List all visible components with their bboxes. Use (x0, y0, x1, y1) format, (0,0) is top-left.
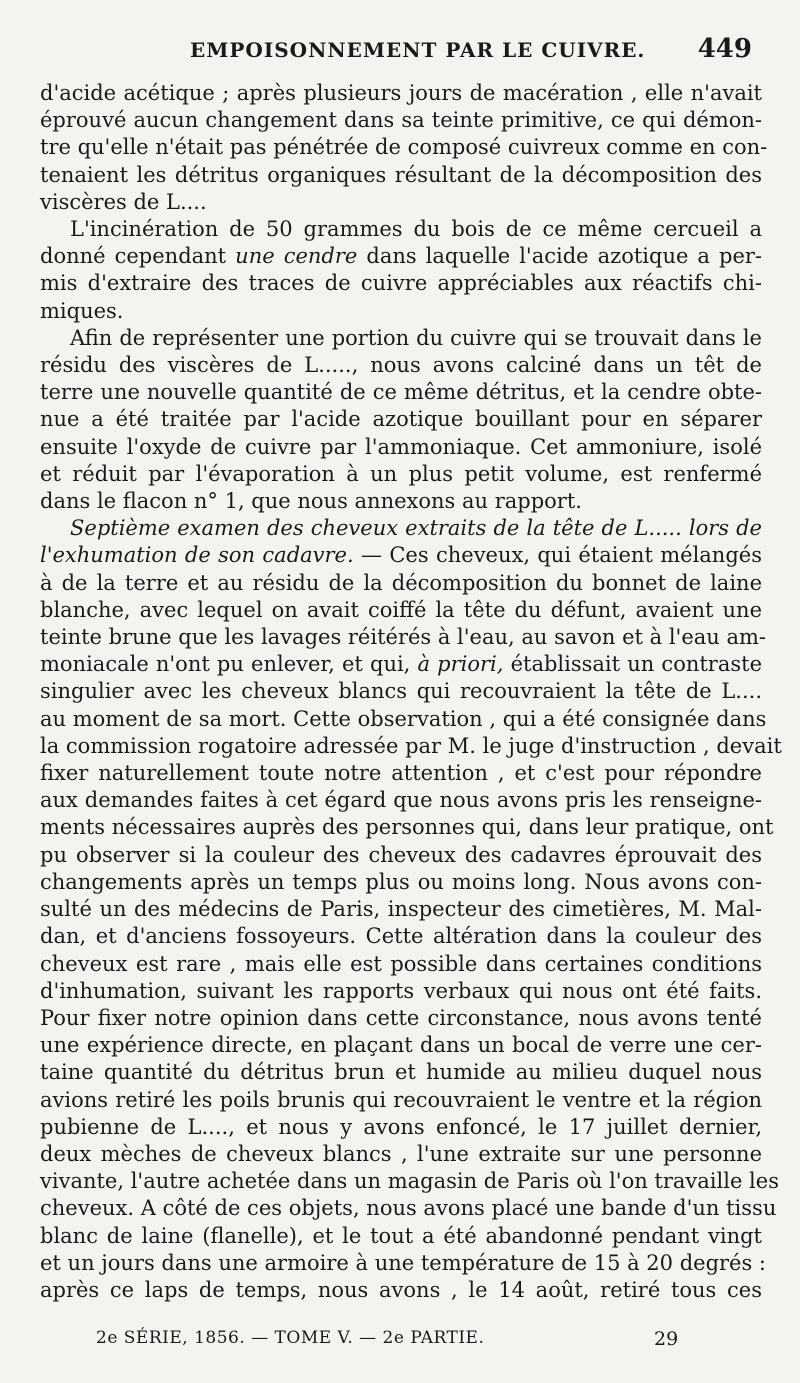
text-line: L'incinération de 50 grammes du bois de ce même cercueil a (70, 217, 762, 242)
page-number: 449 (697, 34, 752, 64)
text-line: ments nécessaires auprès des personnes qui, dans leur pratique, ont (40, 815, 774, 840)
text-line: blanc de laine (flanelle), et le tout a été abandonné pendant vingt (40, 1223, 762, 1248)
text-line: Pour fixer notre opinion dans cette circonstance, nous avons tenté (40, 1005, 762, 1030)
text-line: après ce laps de temps, nous avons , le 14 août, retiré tous ces (40, 1277, 762, 1302)
sheet-number: 29 (654, 1328, 679, 1350)
text-line: changements après un temps plus ou moins long. Nous avons con- (40, 869, 762, 894)
text-line: une expérience directe, en plaçant dans un bocal de verre une cer- (40, 1033, 762, 1058)
text-line: vivante, l'autre achetée dans un magasin de Paris où l'on travaille les (40, 1169, 779, 1194)
text-line: taine quantité du détritus brun et humide au milieu duquel nous (40, 1060, 762, 1085)
running-head: EMPOISONNEMENT PAR LE CUIVRE. (190, 38, 646, 62)
text-run: établissait un contraste (503, 652, 762, 677)
text-line: à de la terre et au résidu de la décomposition du bonnet de laine (40, 570, 762, 595)
text-line: viscères de L.... (40, 189, 207, 214)
text-run: — Ces cheveux, qui étaient mélangés (353, 543, 762, 568)
text-line: cheveux. A côté de ces objets, nous avons placé une bande d'un tissu (40, 1196, 777, 1221)
text-line: tenaient les détritus organiques résultant de la décomposition des (40, 162, 762, 187)
text-line: la commission rogatoire adressée par M. le juge d'instruction , devait (40, 733, 782, 758)
text-line: tre qu'elle n'était pas pénétrée de composé cuivreux comme en con- (40, 135, 768, 160)
italic-term: une cendre (235, 244, 358, 269)
text-line: miques. (40, 298, 124, 323)
text-line: sulté un des médecins de Paris, inspecteur des cimetières, M. Mal- (40, 897, 762, 922)
text-line: éprouvé aucun changement dans sa teinte primitive, ce qui démon- (40, 108, 762, 133)
italic-term: à priori, (417, 652, 504, 677)
text-line: blanche, avec lequel on avait coiffé la tête du défunt, avaient une (40, 597, 762, 622)
text-line: fixer naturellement toute notre attention , et c'est pour répondre (40, 761, 762, 786)
text-line: terre une nouvelle quantité de ce même détritus, et la cendre obte- (40, 380, 762, 405)
text-line: résidu des viscères de L....., nous avons calciné dans un têt de (40, 353, 762, 378)
text-line: d'inhumation, suivant les rapports verbaux qui nous ont été faits. (40, 978, 762, 1003)
body-text (40, 80, 782, 1304)
text-line: pu observer si la couleur des cheveux des cadavres éprouvait des (40, 842, 762, 867)
text-line: et un jours dans une armoire à une température de 15 à 20 degrés : (40, 1250, 767, 1275)
text-line: nue a été traitée par l'acide azotique bouillant pour en séparer (40, 407, 762, 432)
text-line: teinte brune que les lavages réitérés à l'eau, au savon et à l'eau am- (40, 625, 766, 650)
text-run: moniacale n'ont pu enlever, et qui, (40, 652, 418, 677)
text-run: donné cependant (40, 244, 236, 269)
text-line: Afin de représenter une portion du cuivre qui se trouvait dans le (70, 325, 762, 350)
text-line-mixed (40, 651, 762, 678)
text-line: dan, et d'anciens fossoyeurs. Cette altération dans la couleur des (40, 924, 762, 949)
text-line: aux demandes faites à cet égard que nous avons pris les renseigne- (40, 788, 762, 813)
text-run: dans laquelle l'acide azotique a per- (357, 244, 763, 269)
text-line: au moment de sa mort. Cette observation , qui a été consignée dans (40, 706, 767, 731)
text-line: ensuite l'oxyde de cuivre par l'ammoniaque. Cet ammoniure, isolé (40, 434, 762, 459)
text-line: d'acide acétique ; après plusieurs jours de macération , elle n'avait (40, 81, 762, 105)
text-line-mixed (40, 542, 762, 569)
text-line: mis d'extraire des traces de cuivre appréciables aux réactifs chi- (40, 271, 762, 296)
text-line: avions retiré les poils brunis qui recouvraient le ventre et la région (40, 1087, 762, 1112)
text-line: cheveux est rare , mais elle est possible dans certaines conditions (40, 951, 762, 976)
text-line: pubienne de L...., et nous y avons enfoncé, le 17 juillet dernier, (40, 1114, 762, 1139)
text-line: singulier avec les cheveux blancs qui recouvraient la tête de L.... (40, 679, 762, 704)
section-heading-line: Septième examen des cheveux extraits de la tête de L..... lors de (70, 516, 762, 541)
text-line: dans le flacon n° 1, que nous annexons au rapport. (40, 489, 582, 514)
page-header (40, 34, 760, 70)
printer-signature: 2e SÉRIE, 1856. — TOME V. — 2e PARTIE. (96, 1328, 485, 1348)
section-heading-end: l'exhumation de son cadavre. (40, 543, 354, 568)
text-line: deux mèches de cheveux blancs , l'une extraite sur une personne (40, 1141, 762, 1166)
text-line: et réduit par l'évaporation à un plus petit volume, est renfermé (40, 461, 762, 486)
text-line-mixed (40, 243, 762, 270)
